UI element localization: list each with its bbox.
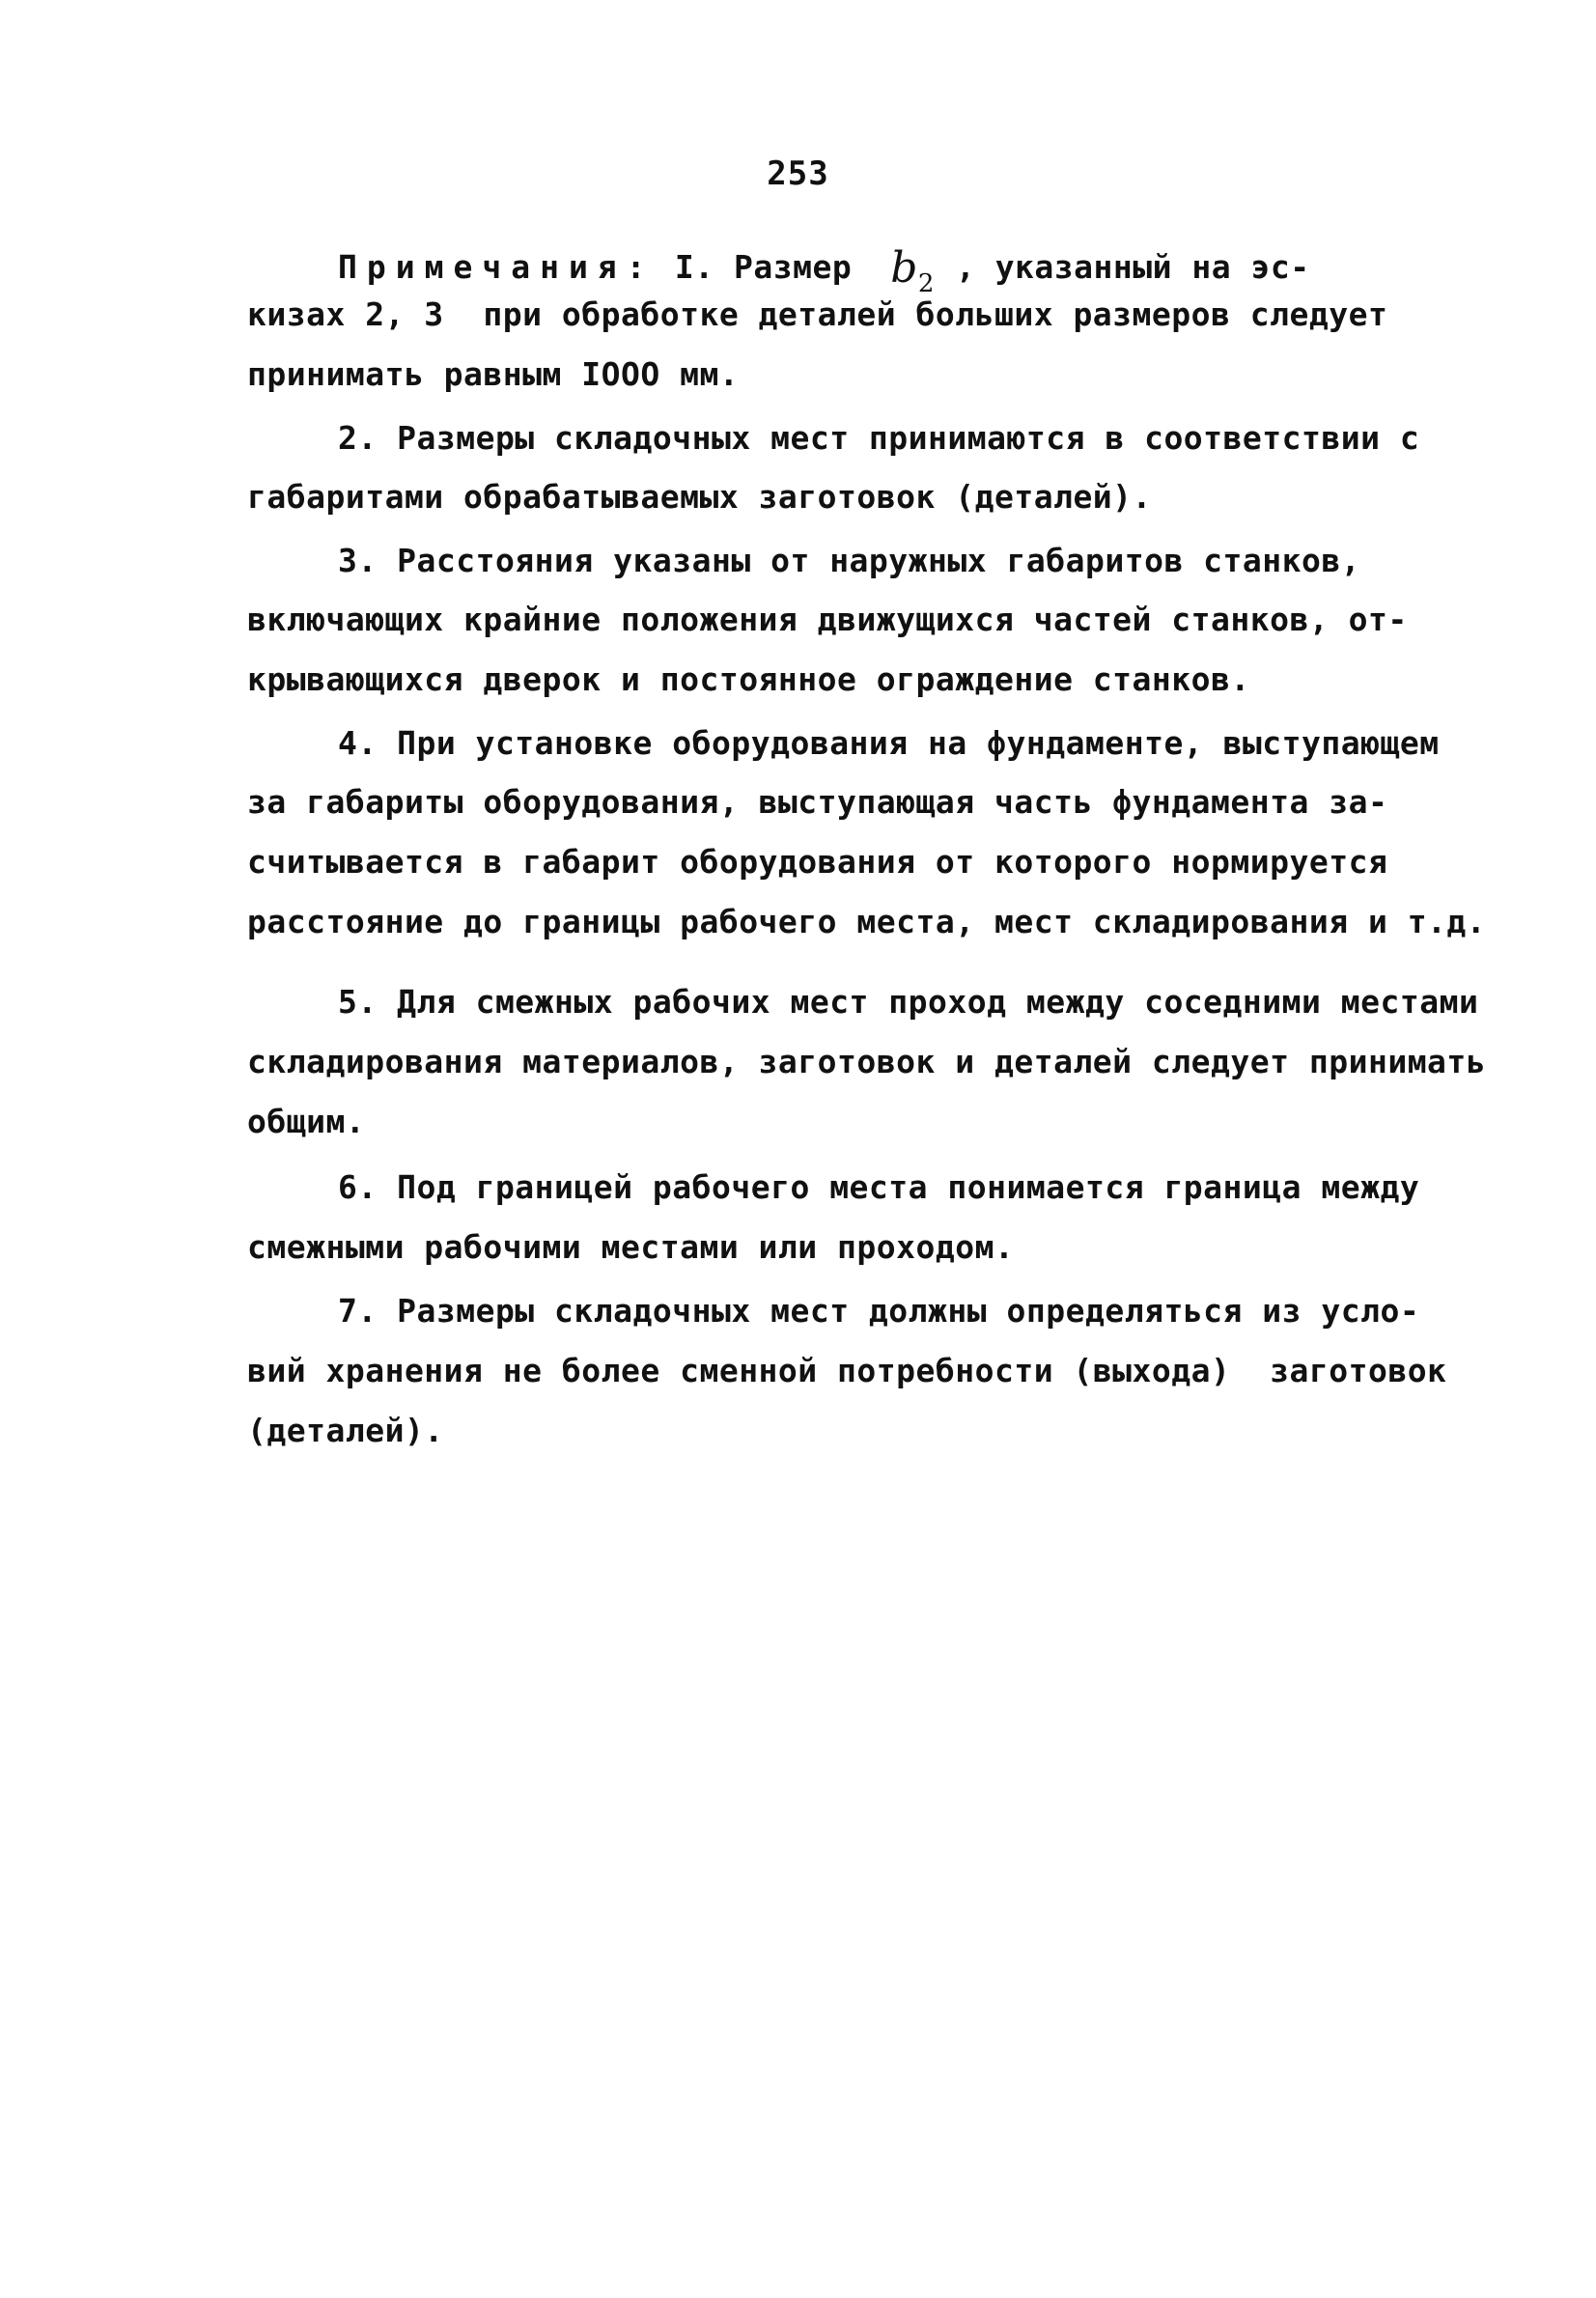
note-2-line-1: 2. Размеры складочных мест принимаются в соответствии с bbox=[338, 419, 1420, 457]
note-4-line-2: за габариты оборудования, выступающая часть фундамента за- bbox=[247, 783, 1388, 821]
note-5-line-2: складирования материалов, заготовок и деталей следует принимать bbox=[247, 1043, 1487, 1080]
note-7-line-2: вий хранения не более сменной потребности (выхода) заготовок bbox=[247, 1352, 1447, 1389]
dimension-symbol-letter: b bbox=[890, 243, 918, 293]
note-3-line-3: крывающихся дверок и постоянное ограждение станков. bbox=[247, 660, 1250, 698]
dimension-symbol-subscript: 2 bbox=[917, 268, 935, 298]
note-6-line-2: смежными рабочими местами или проходом. bbox=[247, 1228, 1015, 1266]
note-1-tail: , указанный на эс- bbox=[955, 248, 1310, 286]
note-4-line-4: расстояние до границы рабочего места, мест складирования и т.д. bbox=[247, 903, 1487, 940]
note-1-line-1 bbox=[338, 239, 1310, 298]
note-4-line-1: 4. При установке оборудования на фундаменте, выступающем bbox=[338, 724, 1440, 762]
note-7-line-1: 7. Размеры складочных мест должны определяться из усло- bbox=[338, 1292, 1420, 1330]
note-4-line-3: считывается в габарит оборудования от которого нормируется bbox=[247, 843, 1388, 881]
note-1-line-3: принимать равным IOOO мм. bbox=[247, 355, 740, 393]
note-3-line-2: включающих крайние положения движущихся частей станков, от- bbox=[247, 601, 1408, 638]
notes-heading: Примечания: bbox=[338, 248, 656, 286]
note-5-line-3: общим. bbox=[247, 1103, 366, 1140]
note-5-line-1: 5. Для смежных рабочих мест проход между соседними местами bbox=[338, 983, 1479, 1021]
note-1-lead: I. Размер bbox=[674, 248, 853, 286]
dimension-symbol bbox=[890, 243, 935, 298]
note-2-line-2: габаритами обрабатываемых заготовок (деталей). bbox=[247, 478, 1152, 516]
note-1-line-2: кизах 2, 3 при обработке деталей больших размеров следует bbox=[247, 295, 1388, 333]
note-6-line-1: 6. Под границей рабочего места понимается граница между bbox=[338, 1168, 1420, 1206]
note-3-line-1: 3. Расстояния указаны от наружных габаритов станков, bbox=[338, 542, 1361, 579]
page-number: 253 bbox=[767, 154, 829, 193]
note-7-line-3: (деталей). bbox=[247, 1412, 444, 1449]
